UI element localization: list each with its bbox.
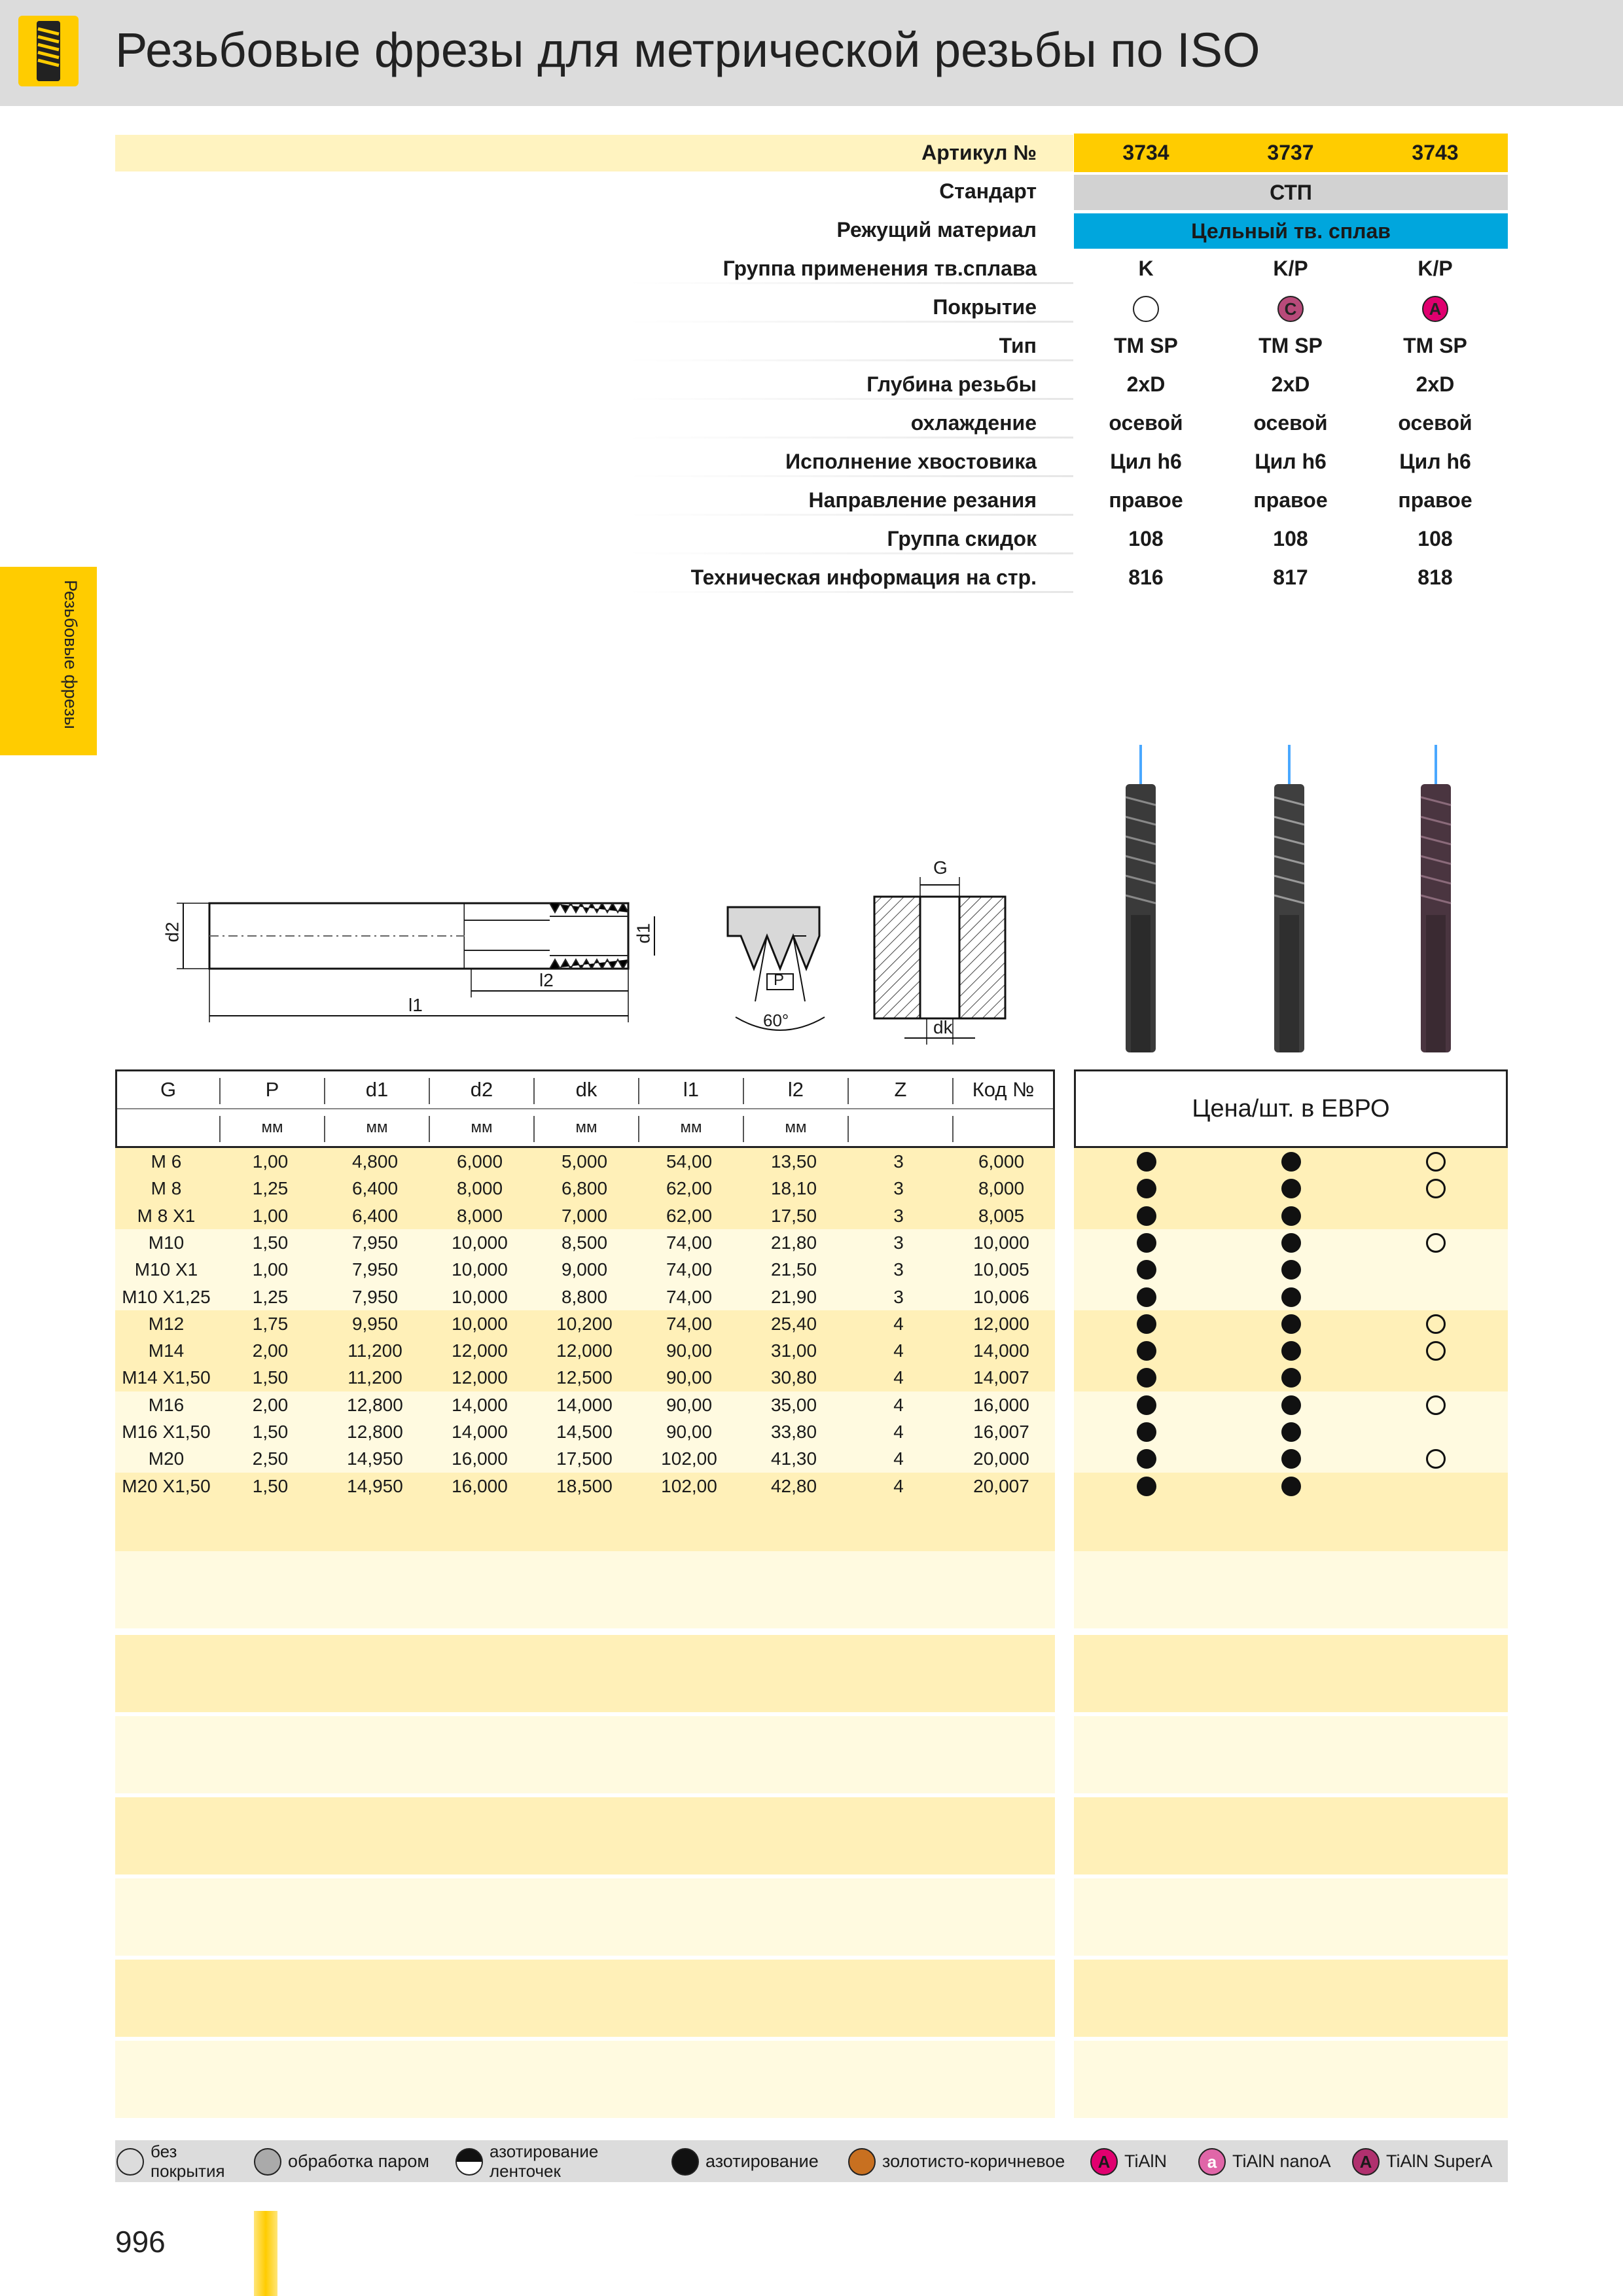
cell-code: 10,000 xyxy=(973,1232,1029,1253)
cell-code: 20,007 xyxy=(973,1475,1029,1496)
cell-l1: 74,00 xyxy=(666,1259,713,1280)
discount-label: Группа скидок xyxy=(887,527,1037,550)
cell-dk: 7,000 xyxy=(561,1205,608,1226)
d2-label: d2 xyxy=(162,922,183,942)
cell-code: 14,007 xyxy=(973,1367,1029,1388)
cell-g: M16 xyxy=(148,1394,185,1415)
spec-row-cooling xyxy=(0,404,1623,442)
table-row xyxy=(115,1445,1055,1472)
thread-mill-icon xyxy=(18,16,79,86)
cell-d1: 14,950 xyxy=(347,1448,403,1469)
page-marker xyxy=(254,2211,277,2296)
group-3743: K/P xyxy=(1418,257,1453,280)
cell-d2: 14,000 xyxy=(452,1394,508,1415)
cell-g: M14 xyxy=(148,1340,185,1361)
cell-dk: 14,500 xyxy=(556,1422,613,1442)
cell-p: 1,50 xyxy=(252,1475,289,1496)
legend-nitrided-lands xyxy=(455,2140,671,2182)
col-z-header: Z xyxy=(894,1078,907,1101)
cell-l2: 21,90 xyxy=(770,1286,817,1307)
cell-l1: 102,00 xyxy=(661,1448,717,1469)
cell-g: M16 X1,50 xyxy=(122,1422,211,1442)
available-icon xyxy=(1281,1206,1301,1226)
article-3737: 3737 xyxy=(1267,141,1314,164)
on-request-icon xyxy=(1426,1341,1446,1361)
unit-l1: мм xyxy=(680,1119,702,1136)
cell-dk: 14,000 xyxy=(556,1394,613,1415)
on-request-icon xyxy=(1426,1233,1446,1253)
cell-d1: 12,800 xyxy=(347,1422,403,1442)
discount-3734: 108 xyxy=(1128,527,1164,550)
spec-row-discount xyxy=(0,520,1623,558)
dk-label: dk xyxy=(933,1017,953,1037)
cell-code: 6,000 xyxy=(978,1151,1025,1172)
col-divider xyxy=(533,1116,535,1142)
standard-label: Стандарт xyxy=(939,179,1037,203)
half-filled-icon xyxy=(455,2148,483,2176)
cell-p: 1,00 xyxy=(252,1151,289,1172)
cell-p: 1,50 xyxy=(252,1232,289,1253)
available-icon xyxy=(1137,1341,1156,1361)
type-3734: TM SP xyxy=(1114,334,1178,357)
cell-p: 2,00 xyxy=(252,1394,289,1415)
cell-p: 1,25 xyxy=(252,1286,289,1307)
cell-d2: 10,000 xyxy=(452,1259,508,1280)
cell-dk: 10,200 xyxy=(556,1313,613,1334)
col-l1-header: l1 xyxy=(683,1078,700,1101)
cutter-photo-3743 xyxy=(1417,745,1455,1052)
shank-label: Исполнение хвостовика xyxy=(785,450,1037,473)
row-band xyxy=(115,1551,1055,1628)
cell-dk: 18,500 xyxy=(556,1475,613,1496)
direction-3734: правое xyxy=(1109,488,1183,512)
depth-3734: 2xD xyxy=(1126,372,1166,396)
no-coating-icon xyxy=(116,2148,144,2176)
col-d2-header: d2 xyxy=(470,1078,493,1101)
cell-d2: 16,000 xyxy=(452,1448,508,1469)
cell-z: 4 xyxy=(893,1313,904,1334)
cell-z: 4 xyxy=(893,1340,904,1361)
cell-z: 4 xyxy=(893,1448,904,1469)
cell-d1: 12,800 xyxy=(347,1394,403,1415)
price-band xyxy=(1074,2041,1508,2118)
legend-nitrided-lands-text: азотирование ленточек xyxy=(490,2142,599,2181)
cell-code: 8,000 xyxy=(978,1178,1025,1199)
price-header: Цена/шт. в ЕВРО xyxy=(1074,1069,1508,1148)
info-3737[interactable]: 817 xyxy=(1273,565,1308,589)
col-dk-header: dk xyxy=(575,1078,597,1101)
table-row xyxy=(115,1175,1055,1202)
available-icon xyxy=(1281,1287,1301,1307)
col-code-header: Код № xyxy=(972,1078,1035,1101)
no-coating-icon xyxy=(1133,296,1159,322)
cell-d2: 16,000 xyxy=(452,1475,508,1496)
cutter-drawing xyxy=(157,877,681,1034)
cell-d2: 12,000 xyxy=(452,1367,508,1388)
available-icon xyxy=(1137,1395,1156,1415)
cell-l1: 62,00 xyxy=(666,1205,713,1226)
cell-l2: 35,00 xyxy=(770,1394,817,1415)
cell-g: M20 xyxy=(148,1448,185,1469)
cell-l2: 21,50 xyxy=(770,1259,817,1280)
cell-code: 10,005 xyxy=(973,1259,1029,1280)
legend-gold-brown xyxy=(848,2140,1064,2182)
filled-circle-icon xyxy=(671,2148,699,2176)
cell-g: M14 X1,50 xyxy=(122,1367,211,1388)
row-band xyxy=(115,2041,1055,2118)
on-request-icon xyxy=(1426,1395,1446,1415)
table-row xyxy=(115,1256,1055,1283)
cell-dk: 9,000 xyxy=(561,1259,608,1280)
col-divider xyxy=(847,1116,849,1142)
table-row xyxy=(115,1473,1055,1499)
col-divider xyxy=(743,1116,744,1142)
group-label: Группа применения тв.сплава xyxy=(722,257,1037,280)
cell-z: 3 xyxy=(893,1259,904,1280)
col-g-header: G xyxy=(160,1078,177,1101)
cooling-3737: осевой xyxy=(1253,411,1328,435)
cell-p: 1,75 xyxy=(252,1313,289,1334)
info-3734[interactable]: 816 xyxy=(1128,565,1164,589)
legend-tialn-text: TiAlN xyxy=(1124,2151,1167,2171)
available-icon xyxy=(1137,1422,1156,1442)
spec-row-depth xyxy=(0,365,1623,404)
cell-d1: 4,800 xyxy=(351,1151,399,1172)
cell-l2: 41,30 xyxy=(770,1448,817,1469)
direction-label: Направление резания xyxy=(808,488,1037,512)
cell-d1: 7,950 xyxy=(351,1286,399,1307)
available-icon xyxy=(1281,1395,1301,1415)
table-row xyxy=(115,1310,1055,1337)
spec-row-standard xyxy=(0,172,1623,211)
cell-d1: 14,950 xyxy=(347,1475,403,1496)
on-request-icon xyxy=(1426,1314,1446,1334)
cell-p: 1,50 xyxy=(252,1422,289,1442)
material-label: Режущий материал xyxy=(836,218,1037,242)
cell-l1: 90,00 xyxy=(666,1394,713,1415)
price-band xyxy=(1074,1635,1508,1712)
cell-p: 2,00 xyxy=(252,1340,289,1361)
row-band xyxy=(115,1878,1055,1956)
price-band xyxy=(1074,1716,1508,1793)
shank-3743: Цил h6 xyxy=(1399,450,1471,473)
cell-l2: 42,80 xyxy=(770,1475,817,1496)
legend-tialn-nano-text: TiAlN nanoA xyxy=(1232,2151,1331,2171)
cell-code: 10,006 xyxy=(973,1286,1029,1307)
group-3734: K xyxy=(1138,257,1154,280)
table-row xyxy=(115,1418,1055,1445)
cell-l1: 102,00 xyxy=(661,1475,717,1496)
article-3734: 3734 xyxy=(1122,141,1169,164)
depth-label: Глубина резьбы xyxy=(866,372,1037,396)
section-tab-label: Резьбовые фрезы xyxy=(61,580,80,729)
cell-d2: 10,000 xyxy=(452,1286,508,1307)
cell-p: 1,00 xyxy=(252,1205,289,1226)
on-request-icon xyxy=(1426,1152,1446,1172)
available-icon xyxy=(1137,1206,1156,1226)
unit-dk: мм xyxy=(575,1119,597,1136)
spec-row-article xyxy=(0,134,1623,172)
table-row xyxy=(115,1337,1055,1364)
col-divider xyxy=(952,1116,954,1142)
legend-tialn xyxy=(1090,2140,1182,2182)
available-icon xyxy=(1137,1314,1156,1334)
legend-tialn-nano xyxy=(1198,2140,1349,2182)
cell-z: 3 xyxy=(893,1178,904,1199)
cell-z: 3 xyxy=(893,1286,904,1307)
article-label: Артикул № xyxy=(921,141,1037,164)
available-icon xyxy=(1137,1260,1156,1280)
col-divider xyxy=(219,1116,221,1142)
legend-gold-brown-text: золотисто-коричневое xyxy=(882,2151,1065,2171)
cell-z: 3 xyxy=(893,1232,904,1253)
cell-d2: 8,000 xyxy=(456,1178,503,1199)
cooling-3743: осевой xyxy=(1398,411,1472,435)
cell-code: 16,007 xyxy=(973,1422,1029,1442)
coating-3734 xyxy=(1074,288,1218,327)
cell-p: 1,25 xyxy=(252,1178,289,1199)
cell-l1: 74,00 xyxy=(666,1232,713,1253)
type-3743: TM SP xyxy=(1403,334,1467,357)
info-label: Техническая информация на стр. xyxy=(690,565,1037,589)
available-icon xyxy=(1137,1477,1156,1496)
spec-row-info xyxy=(0,558,1623,597)
cell-g: M 8 X1 xyxy=(137,1205,196,1226)
cell-g: M10 xyxy=(148,1232,185,1253)
type-label: Тип xyxy=(999,334,1037,357)
tialn-nano-icon: a xyxy=(1198,2148,1226,2176)
shank-3734: Цил h6 xyxy=(1110,450,1182,473)
cell-d1: 6,400 xyxy=(351,1178,399,1199)
direction-3743: правое xyxy=(1398,488,1472,512)
cell-l1: 54,00 xyxy=(666,1151,713,1172)
cell-d1: 11,200 xyxy=(348,1340,402,1361)
table-row xyxy=(115,1283,1055,1310)
cell-dk: 17,500 xyxy=(556,1448,613,1469)
legend-no-coating xyxy=(116,2140,254,2182)
cell-code: 20,000 xyxy=(973,1448,1029,1469)
cell-g: M10 X1 xyxy=(134,1259,198,1280)
cell-l2: 30,80 xyxy=(770,1367,817,1388)
cell-d1: 7,950 xyxy=(351,1232,399,1253)
available-icon xyxy=(1281,1477,1301,1496)
thread-profile-drawing xyxy=(716,897,831,1039)
coating-3737 xyxy=(1219,288,1363,327)
shank-3737: Цил h6 xyxy=(1255,450,1327,473)
available-icon xyxy=(1281,1341,1301,1361)
cell-code: 12,000 xyxy=(973,1313,1029,1334)
discount-3737: 108 xyxy=(1273,527,1308,550)
cell-g: M10 X1,25 xyxy=(122,1286,211,1307)
col-l2-header: l2 xyxy=(787,1078,804,1101)
legend-tialn-super-text: TiAlN SuperA xyxy=(1386,2151,1493,2171)
l1-label: l1 xyxy=(408,995,423,1015)
legend-nitrided-text: азотирование xyxy=(705,2151,819,2171)
cell-z: 4 xyxy=(893,1394,904,1415)
spec-row-type xyxy=(0,327,1623,365)
spec-row-direction xyxy=(0,481,1623,520)
cell-l2: 33,80 xyxy=(770,1422,817,1442)
cooling-3734: осевой xyxy=(1109,411,1183,435)
cell-l2: 17,50 xyxy=(770,1205,817,1226)
coating-label: Покрытие xyxy=(933,295,1037,319)
cell-dk: 12,500 xyxy=(556,1367,613,1388)
cell-code: 14,000 xyxy=(973,1340,1029,1361)
available-icon xyxy=(1281,1260,1301,1280)
steam-icon xyxy=(254,2148,281,2176)
cell-l2: 13,50 xyxy=(770,1151,817,1172)
cell-l1: 74,00 xyxy=(666,1313,713,1334)
discount-3743: 108 xyxy=(1418,527,1453,550)
table-row xyxy=(115,1391,1055,1418)
spec-row-coating xyxy=(0,288,1623,327)
col-divider xyxy=(429,1116,430,1142)
cell-l1: 62,00 xyxy=(666,1178,713,1199)
cell-d2: 6,000 xyxy=(456,1151,503,1172)
legend-steam-text: обработка паром xyxy=(288,2151,429,2171)
legend-no-coating-text: без покрытия xyxy=(151,2142,225,2181)
group-3737: K/P xyxy=(1273,257,1308,280)
available-icon xyxy=(1137,1233,1156,1253)
cell-dk: 5,000 xyxy=(561,1151,608,1172)
row-band xyxy=(115,1635,1055,1712)
cell-z: 4 xyxy=(893,1367,904,1388)
table-row xyxy=(115,1202,1055,1229)
tialn-icon: A xyxy=(1090,2148,1118,2176)
legend-tialn-super xyxy=(1352,2140,1507,2182)
cell-z: 3 xyxy=(893,1205,904,1226)
page-title: Резьбовые фрезы для метрической резьбы по ISO xyxy=(115,23,1260,77)
row-band xyxy=(115,1960,1055,2037)
info-3743[interactable]: 818 xyxy=(1418,565,1453,589)
available-icon xyxy=(1281,1152,1301,1172)
price-band xyxy=(1074,1960,1508,2037)
row-band xyxy=(115,1797,1055,1874)
cooling-label: охлаждение xyxy=(910,411,1037,435)
row-band xyxy=(115,1716,1055,1793)
cell-l2: 31,00 xyxy=(770,1340,817,1361)
cell-d2: 14,000 xyxy=(452,1422,508,1442)
cell-code: 16,000 xyxy=(973,1394,1029,1415)
material-value: Цельный тв. сплав xyxy=(1074,213,1508,249)
unit-p: мм xyxy=(261,1119,283,1136)
legend-nitrided xyxy=(671,2140,868,2182)
cutter-photo-3734 xyxy=(1122,745,1160,1052)
cell-dk: 8,800 xyxy=(561,1286,608,1307)
table-row xyxy=(115,1229,1055,1256)
g-label: G xyxy=(933,857,948,878)
cell-code: 8,005 xyxy=(978,1205,1025,1226)
cell-z: 4 xyxy=(893,1475,904,1496)
unit-l2: мм xyxy=(785,1119,807,1136)
cell-l1: 90,00 xyxy=(666,1367,713,1388)
depth-3743: 2xD xyxy=(1416,372,1455,396)
standard-value: СТП xyxy=(1074,175,1508,210)
cell-p: 2,50 xyxy=(252,1448,289,1469)
cell-dk: 12,000 xyxy=(556,1340,613,1361)
price-band xyxy=(1074,1878,1508,1956)
price-band xyxy=(1074,1551,1508,1628)
bronze-circle-icon xyxy=(848,2148,876,2176)
cell-d1: 6,400 xyxy=(351,1205,399,1226)
available-icon xyxy=(1137,1152,1156,1172)
cell-z: 4 xyxy=(893,1422,904,1442)
cell-dk: 8,500 xyxy=(561,1232,608,1253)
cell-g: M20 X1,50 xyxy=(122,1475,211,1496)
cell-l2: 21,80 xyxy=(770,1232,817,1253)
l2-label: l2 xyxy=(539,970,554,990)
cell-g: M 8 xyxy=(151,1178,182,1199)
d1-label: d1 xyxy=(633,923,654,944)
spec-row-material xyxy=(0,211,1623,249)
cell-p: 1,50 xyxy=(252,1367,289,1388)
cell-l2: 25,40 xyxy=(770,1313,817,1334)
table-row xyxy=(115,1364,1055,1391)
price-band xyxy=(1074,1797,1508,1874)
cell-d1: 7,950 xyxy=(351,1259,399,1280)
angle-label: 60° xyxy=(763,1011,789,1030)
type-3737: TM SP xyxy=(1258,334,1323,357)
coating-c-icon: C xyxy=(1277,296,1304,322)
spec-row-group xyxy=(0,249,1623,288)
cell-l1: 74,00 xyxy=(666,1286,713,1307)
cell-z: 3 xyxy=(893,1151,904,1172)
cell-l1: 90,00 xyxy=(666,1422,713,1442)
cell-g: M12 xyxy=(148,1313,185,1334)
direction-3737: правое xyxy=(1253,488,1328,512)
pitch-label: P xyxy=(774,971,785,989)
cell-d1: 9,950 xyxy=(351,1313,399,1334)
available-icon xyxy=(1281,1233,1301,1253)
cell-l2: 18,10 xyxy=(770,1178,817,1199)
coating-a-icon: A xyxy=(1422,296,1448,322)
spec-row-shank xyxy=(0,442,1623,481)
cell-d2: 10,000 xyxy=(452,1313,508,1334)
page-number: 996 xyxy=(115,2225,166,2259)
dimension-table-header xyxy=(115,1069,1055,1148)
coating-3743 xyxy=(1363,288,1507,327)
cell-d2: 10,000 xyxy=(452,1232,508,1253)
table-row xyxy=(115,1148,1055,1175)
cell-d2: 12,000 xyxy=(452,1340,508,1361)
available-icon xyxy=(1281,1314,1301,1334)
page-header xyxy=(0,0,1623,106)
article-3743: 3743 xyxy=(1412,141,1459,164)
col-divider xyxy=(324,1116,325,1142)
col-d1-header: d1 xyxy=(365,1078,389,1101)
depth-3737: 2xD xyxy=(1271,372,1310,396)
available-icon xyxy=(1281,1422,1301,1442)
tialn-super-icon: A xyxy=(1352,2148,1380,2176)
unit-d1: мм xyxy=(366,1119,388,1136)
available-icon xyxy=(1137,1287,1156,1307)
cell-d1: 11,200 xyxy=(348,1367,402,1388)
unit-d2: мм xyxy=(471,1119,493,1136)
coating-legend xyxy=(115,2140,1508,2182)
cell-dk: 6,800 xyxy=(561,1178,608,1199)
legend-steam xyxy=(254,2140,454,2182)
cutter-photo-3737 xyxy=(1270,745,1308,1052)
thread-hole-drawing xyxy=(865,857,1016,1049)
cell-l1: 90,00 xyxy=(666,1340,713,1361)
cell-p: 1,00 xyxy=(252,1259,289,1280)
cell-g: M 6 xyxy=(151,1151,182,1172)
cell-d2: 8,000 xyxy=(456,1205,503,1226)
col-p-header: P xyxy=(265,1078,279,1101)
col-divider xyxy=(638,1116,639,1142)
